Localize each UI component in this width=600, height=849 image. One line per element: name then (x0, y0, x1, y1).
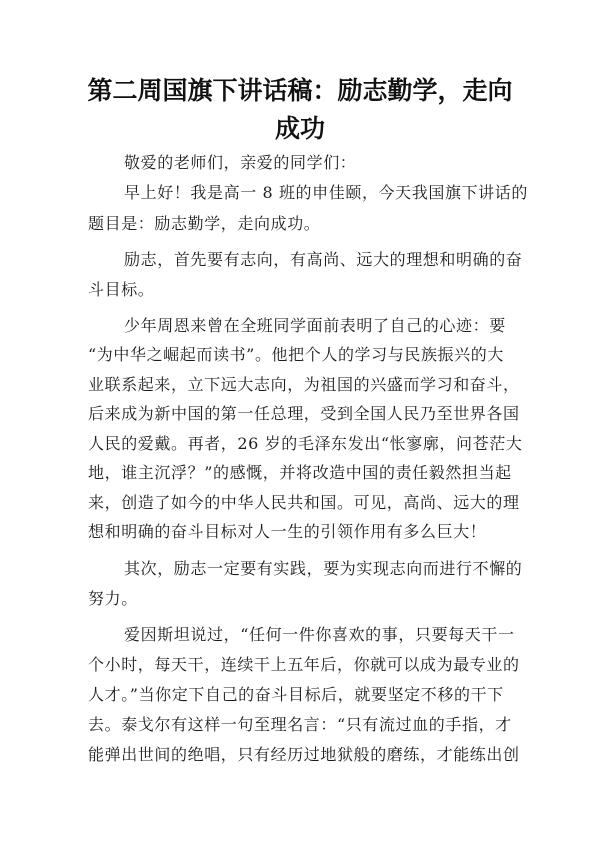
paragraph-line: 少年周恩来曾在全班同学面前表明了自己的心迹：要 (124, 316, 506, 335)
paragraph-line: 早上好！我是高一 8 班的申佳颐，今天我国旗下讲话的 (124, 183, 528, 202)
paragraph-line: 去。泰戈尔有这样一句至理名言：“只有流过血的手指，才 (88, 715, 512, 734)
document-title-line-2: 成功 (274, 114, 325, 143)
paragraph-line: 想和明确的奋斗目标对人一生的引领作用有多么巨大！ (88, 522, 487, 541)
paragraph-line: 人才。”当你定下自己的奋斗目标后，就要坚定不移的干下 (88, 685, 504, 704)
paragraph-line: “为中华之崛起而读书”。他把个人的学习与民族振兴的大 (88, 345, 504, 364)
paragraph-line: 个小时，每天干，连续干上五年后，你就可以成为最专业的 (88, 655, 520, 674)
paragraph-line: 努力。 (88, 589, 138, 608)
paragraph-line: 爱因斯坦说过，“任何一件你喜欢的事，只要每天干一 (124, 625, 515, 644)
paragraph-line: 能弹出世间的绝唱，只有经历过地狱般的磨练，才能练出创 (88, 745, 520, 764)
paragraph-line: 后来成为新中国的第一任总理，受到全国人民乃至世界各国 (88, 404, 520, 423)
paragraph-line: 地，谁主沉浮？”的感慨，并将改造中国的责任毅然担当起 (88, 463, 512, 482)
paragraph-line: 其次，励志一定要有实践，要为实现志向而进行不懈的 (124, 559, 523, 578)
paragraph-line: 人民的爱戴。再者，26 岁的毛泽东发出“怅寥廓，问苍茫大 (88, 434, 523, 453)
document-title-line-1: 第二周国旗下讲话稿：励志勤学，走向 (87, 76, 513, 105)
paragraph-line: 题目是：励志勤学，走向成功。 (88, 214, 321, 233)
salutation: 敬爱的老师们，亲爱的同学们： (124, 153, 357, 172)
paragraph-line: 业联系起来，立下远大志向，为祖国的兴盛而学习和奋斗， (88, 375, 520, 394)
paragraph-line: 来，创造了如今的中华人民共和国。可见，高尚、远大的理 (88, 493, 520, 512)
paragraph-line: 励志，首先要有志向，有高尚、远大的理想和明确的奋 (124, 250, 523, 269)
paragraph-line: 斗目标。 (88, 280, 155, 299)
